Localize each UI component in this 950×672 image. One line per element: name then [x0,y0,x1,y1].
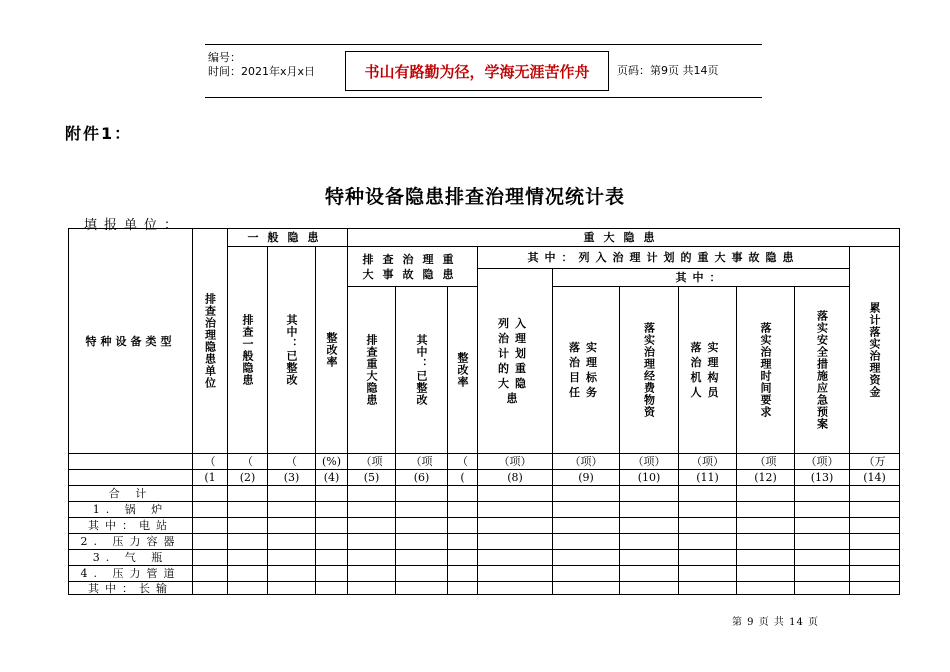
row-label-pressure-vessel: 2. 压力容器 [69,534,193,550]
unit-cell: （项 [396,454,448,470]
col-num-cell: (14) [850,470,900,486]
row-label-pressure-pipe: 4. 压力管道 [69,566,193,582]
col-num-cell: (1 [193,470,228,486]
header-meta [208,51,315,79]
data-grid [193,486,900,595]
header-plan-group: 其中：列入治理计划的重大事故隐患 [478,247,850,269]
unit-cell: (%) [316,454,348,470]
unit-cell: （项） [679,454,737,470]
row-label-long-distance: 其中：长输 [69,582,193,595]
header-general-fixed: 其中：已整改 [268,247,316,454]
header-c12: 落实治理时间要求 [737,287,795,454]
header-c11: 落实治理机构人员 [679,287,737,454]
page-footer: 第 9 页 共 14 页 [732,617,819,628]
header-general: 一般隐患 [228,229,348,247]
header-c13: 落实安全措施应急预案 [795,287,850,454]
header-major-fixed: 其中：已整改 [396,287,448,454]
col-num-cell: (9) [553,470,620,486]
header-c14: 累计落实治理资金 [850,247,900,454]
header-c9: 落实治理目标任务 [553,287,620,454]
unit-cell: （项 [348,454,396,470]
header-c10: 落实治理经费物资 [620,287,679,454]
col-num-cell: (2) [228,470,268,486]
header-motto: 书山有路勤为径，学海无涯苦作舟 [345,51,609,91]
nums-label-cell [69,470,193,486]
header-equip-type: 特种设备类型 [69,229,193,454]
unit-cell: （ [193,454,228,470]
col-num-cell: (13) [795,470,850,486]
units-label-cell [69,454,193,470]
header-hazard-unit: 排查治理隐患单位 [193,229,228,454]
header-general-found: 排查一般隐患 [228,247,268,454]
unit-cell: （项） [553,454,620,470]
header-general-rate: 整改率 [316,247,348,454]
attachment-label: 附件1： [65,124,133,143]
document-title: 特种设备隐患排查治理情况统计表 [324,186,625,208]
header-among: 其中： [553,269,850,287]
unit-cell: （ [448,454,478,470]
col-num-cell: (11) [679,470,737,486]
col-num-cell: (12) [737,470,795,486]
header-major-rate: 整改率 [448,287,478,454]
header-time: 时间：2021年x月x日 [208,65,316,78]
unit-cell: （万 [850,454,900,470]
row-label-power-station: 其中：电站 [69,518,193,534]
unit-cell: （项） [620,454,679,470]
unit-cell: （ [268,454,316,470]
header-major-found-sub: 排查重大隐患 [348,287,396,454]
header-number: 编号： [208,51,241,64]
col-num-cell: (6) [396,470,448,486]
header-major-found: 排查治理重大事故隐患 [348,247,478,287]
col-num-cell: (3) [268,470,316,486]
col-num-cell: (8) [478,470,553,486]
unit-cell: （项） [795,454,850,470]
header-plan-listed: 列入治理计划的重大隐患 [478,269,553,454]
col-num-cell: (4) [316,470,348,486]
row-label-gas-cylinder: 3. 气 瓶 [69,550,193,566]
row-label-total: 合 计 [69,486,193,502]
unit-cell: （项 [737,454,795,470]
fill-unit-label: 填报单位： [84,218,185,233]
page-header [205,44,762,98]
unit-cell: （ [228,454,268,470]
col-num-cell: ( [448,470,478,486]
row-label-boiler: 1. 锅 炉 [69,502,193,518]
header-major: 重大隐患 [348,229,900,247]
unit-cell: （项） [478,454,553,470]
col-num-cell: (10) [620,470,679,486]
header-page-info: 页码：第9页 共14页 [617,64,719,77]
col-num-cell: (5) [348,470,396,486]
statistics-table [68,228,900,595]
